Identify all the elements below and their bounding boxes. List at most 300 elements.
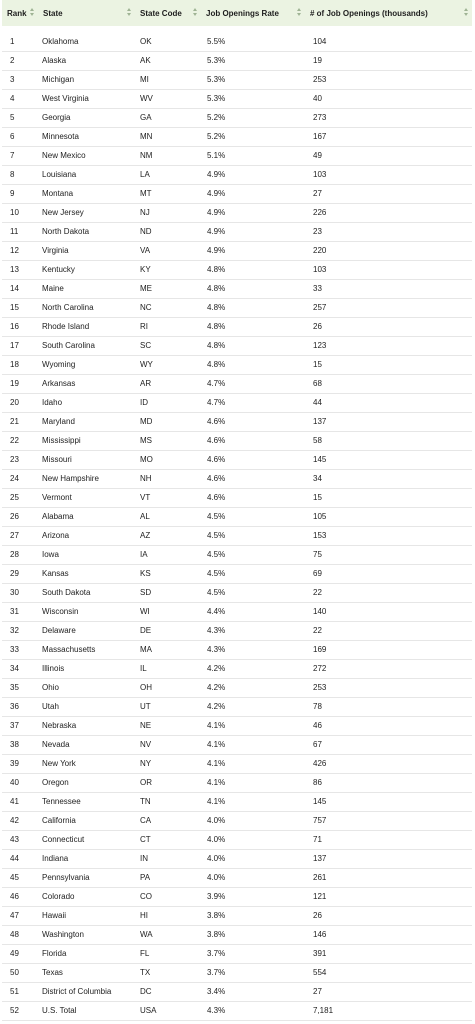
- job-openings-count-cell: 19: [313, 56, 322, 65]
- job-openings-count-cell: 22: [313, 626, 322, 635]
- job-openings-count-cell: 67: [313, 740, 322, 749]
- table-row: [2, 735, 472, 754]
- rank-cell: 17: [10, 341, 19, 350]
- job-openings-rate-cell: 4.5%: [207, 569, 226, 578]
- column-header-label: State Code: [140, 8, 182, 18]
- table-row: [2, 526, 472, 545]
- job-openings-rate-cell: 4.0%: [207, 873, 226, 882]
- state-code-cell: CA: [140, 816, 152, 825]
- rank-cell: 50: [10, 968, 19, 977]
- job-openings-count-cell: 103: [313, 265, 327, 274]
- state-cell: Vermont: [42, 493, 72, 502]
- rank-cell: 39: [10, 759, 19, 768]
- state-code-cell: CT: [140, 835, 151, 844]
- state-cell: Arkansas: [42, 379, 76, 388]
- table-row: [2, 260, 472, 279]
- job-openings-rate-cell: 4.5%: [207, 512, 226, 521]
- table-header: [2, 0, 472, 26]
- rank-cell: 7: [10, 151, 15, 160]
- state-cell: New Jersey: [42, 208, 84, 217]
- state-cell: Delaware: [42, 626, 76, 635]
- state-code-cell: MT: [140, 189, 152, 198]
- rank-cell: 27: [10, 531, 19, 540]
- job-openings-count-cell: 78: [313, 702, 322, 711]
- state-code-cell: WY: [140, 360, 153, 369]
- table-row: [2, 925, 472, 944]
- job-openings-rate-cell: 4.3%: [207, 1006, 226, 1015]
- state-code-cell: MD: [140, 417, 153, 426]
- state-cell: Tennessee: [42, 797, 81, 806]
- state-cell: Oregon: [42, 778, 69, 787]
- state-code-cell: KS: [140, 569, 151, 578]
- state-cell: Ohio: [42, 683, 59, 692]
- job-openings-count-cell: 69: [313, 569, 322, 578]
- state-code-cell: WA: [140, 930, 153, 939]
- state-code-cell: KY: [140, 265, 151, 274]
- job-openings-rate-cell: 4.2%: [207, 702, 226, 711]
- column-header-label: Rank: [7, 8, 27, 18]
- table-row: [2, 51, 472, 70]
- job-openings-count-cell: 86: [313, 778, 322, 787]
- state-code-cell: IA: [140, 550, 148, 559]
- job-openings-rate-cell: 3.7%: [207, 968, 226, 977]
- state-cell: New Hampshire: [42, 474, 99, 483]
- job-openings-count-cell: 7,181: [313, 1006, 334, 1015]
- state-cell: North Dakota: [42, 227, 90, 236]
- state-cell: South Carolina: [42, 341, 95, 350]
- rank-cell: 15: [10, 303, 19, 312]
- state-cell: New Mexico: [42, 151, 86, 160]
- state-code-cell: NY: [140, 759, 152, 768]
- table-row: [2, 659, 472, 678]
- job-openings-rate-cell: 4.8%: [207, 284, 226, 293]
- job-openings-count-cell: 554: [313, 968, 327, 977]
- state-code-cell: MN: [140, 132, 153, 141]
- job-openings-count-cell: 105: [313, 512, 327, 521]
- sort-icon[interactable]: [193, 8, 198, 18]
- table-row: [2, 830, 472, 849]
- job-openings-count-cell: 253: [313, 683, 327, 692]
- state-cell: Alabama: [42, 512, 74, 521]
- column-header-state-code[interactable]: [135, 0, 201, 26]
- table-row: [2, 450, 472, 469]
- job-openings-count-cell: 261: [313, 873, 327, 882]
- job-openings-rate-cell: 5.2%: [207, 113, 226, 122]
- state-cell: Utah: [42, 702, 59, 711]
- rank-cell: 34: [10, 664, 19, 673]
- job-openings-count-cell: 68: [313, 379, 322, 388]
- state-code-cell: MI: [140, 75, 149, 84]
- rank-cell: 9: [10, 189, 15, 198]
- job-openings-count-cell: 58: [313, 436, 322, 445]
- job-openings-count-cell: 169: [313, 645, 327, 654]
- job-openings-count-cell: 153: [313, 531, 327, 540]
- job-openings-count-cell: 167: [313, 132, 327, 141]
- job-openings-count-cell: 137: [313, 854, 327, 863]
- job-openings-count-cell: 34: [313, 474, 322, 483]
- table-row: [2, 1001, 472, 1020]
- state-cell: Virginia: [42, 246, 69, 255]
- job-openings-rate-cell: 5.5%: [207, 36, 226, 46]
- table-row: [2, 697, 472, 716]
- table-row: [2, 431, 472, 450]
- job-openings-rate-cell: 5.2%: [207, 132, 226, 141]
- table-row: [2, 165, 472, 184]
- job-openings-rate-cell: 4.1%: [207, 721, 226, 730]
- state-cell: South Dakota: [42, 588, 91, 597]
- job-openings-count-cell: 220: [313, 246, 327, 255]
- state-cell: Iowa: [42, 550, 59, 559]
- rank-cell: 43: [10, 835, 19, 844]
- job-openings-count-cell: 145: [313, 797, 327, 806]
- rank-cell: 12: [10, 246, 19, 255]
- job-openings-rate-cell: 4.1%: [207, 759, 226, 768]
- job-openings-count-cell: 257: [313, 303, 327, 312]
- state-code-cell: MS: [140, 436, 152, 445]
- job-openings-count-cell: 140: [313, 607, 327, 616]
- job-openings-rate-cell: 4.2%: [207, 683, 226, 692]
- state-code-cell: VA: [140, 246, 151, 255]
- state-code-cell: USA: [140, 1006, 157, 1015]
- rank-cell: 11: [10, 227, 19, 236]
- column-header-state[interactable]: [38, 0, 135, 26]
- table-row: [2, 108, 472, 127]
- state-cell: Kansas: [42, 569, 69, 578]
- job-openings-rate-cell: 4.7%: [207, 398, 226, 407]
- state-cell: Mississippi: [42, 436, 81, 445]
- rank-cell: 19: [10, 379, 19, 388]
- rank-cell: 18: [10, 360, 19, 369]
- job-openings-rate-cell: 4.6%: [207, 474, 226, 483]
- table-row: [2, 89, 472, 108]
- job-openings-rate-cell: 4.3%: [207, 626, 226, 635]
- rank-cell: 8: [10, 170, 15, 179]
- state-cell: Georgia: [42, 113, 71, 122]
- job-openings-rate-cell: 4.5%: [207, 550, 226, 559]
- job-openings-rate-cell: 4.8%: [207, 341, 226, 350]
- job-openings-rate-cell: 4.6%: [207, 493, 226, 502]
- job-openings-count-cell: 27: [313, 987, 322, 996]
- state-code-cell: VT: [140, 493, 151, 502]
- job-openings-rate-cell: 4.7%: [207, 379, 226, 388]
- table-row: [2, 868, 472, 887]
- table-row: [2, 317, 472, 336]
- column-header-job-openings-count[interactable]: [305, 0, 472, 26]
- job-openings-count-cell: 123: [313, 341, 327, 350]
- table-row: [2, 583, 472, 602]
- job-openings-count-cell: 23: [313, 227, 322, 236]
- state-code-cell: NM: [140, 151, 153, 160]
- job-openings-count-cell: 391: [313, 949, 327, 958]
- state-code-cell: RI: [140, 322, 148, 331]
- table-row: [2, 412, 472, 431]
- state-code-cell: NJ: [140, 208, 150, 217]
- state-code-cell: TX: [140, 968, 151, 977]
- job-openings-rate-cell: 4.5%: [207, 531, 226, 540]
- state-cell: District of Columbia: [42, 987, 112, 996]
- rank-cell: 6: [10, 132, 15, 141]
- table-body: [2, 26, 472, 1020]
- state-code-cell: DE: [140, 626, 152, 635]
- rank-cell: 51: [10, 987, 19, 996]
- job-openings-count-cell: 226: [313, 208, 327, 217]
- state-code-cell: PA: [140, 873, 151, 882]
- job-openings-rate-cell: 4.9%: [207, 246, 226, 255]
- job-openings-count-cell: 137: [313, 417, 327, 426]
- state-cell: Wyoming: [42, 360, 76, 369]
- table-row: [2, 393, 472, 412]
- state-cell: Massachusetts: [42, 645, 96, 654]
- state-code-cell: ID: [140, 398, 148, 407]
- state-code-cell: SD: [140, 588, 152, 597]
- table-row: [2, 146, 472, 165]
- job-openings-table: [2, 0, 472, 1021]
- job-openings-count-cell: 26: [313, 322, 322, 331]
- rank-cell: 47: [10, 911, 19, 920]
- job-openings-rate-cell: 3.8%: [207, 930, 226, 939]
- rank-cell: 33: [10, 645, 19, 654]
- state-code-cell: FL: [140, 949, 150, 958]
- column-header-job-openings-rate[interactable]: [201, 0, 305, 26]
- table-row: [2, 811, 472, 830]
- column-header-label: State: [43, 8, 63, 18]
- job-openings-rate-cell: 4.4%: [207, 607, 226, 616]
- rank-cell: 35: [10, 683, 19, 692]
- job-openings-rate-cell: 4.1%: [207, 740, 226, 749]
- state-cell: Connecticut: [42, 835, 85, 844]
- state-cell: Oklahoma: [42, 36, 79, 46]
- rank-cell: 30: [10, 588, 19, 597]
- rank-cell: 22: [10, 436, 19, 445]
- rank-cell: 41: [10, 797, 19, 806]
- rank-cell: 23: [10, 455, 19, 464]
- job-openings-count-cell: 71: [313, 835, 322, 844]
- rank-cell: 37: [10, 721, 19, 730]
- state-code-cell: MO: [140, 455, 153, 464]
- job-openings-rate-cell: 3.7%: [207, 949, 226, 958]
- state-code-cell: DC: [140, 987, 152, 996]
- rank-cell: 31: [10, 607, 19, 616]
- rank-cell: 14: [10, 284, 19, 293]
- job-openings-rate-cell: 5.3%: [207, 75, 226, 84]
- state-cell: Wisconsin: [42, 607, 79, 616]
- table-row: [2, 716, 472, 735]
- job-openings-rate-cell: 4.8%: [207, 303, 226, 312]
- job-openings-count-cell: 75: [313, 550, 322, 559]
- table-row: [2, 621, 472, 640]
- table-row: [2, 336, 472, 355]
- rank-cell: 45: [10, 873, 19, 882]
- table-row: [2, 203, 472, 222]
- state-code-cell: AL: [140, 512, 150, 521]
- rank-cell: 21: [10, 417, 19, 426]
- table-row: [2, 944, 472, 963]
- job-openings-count-cell: 15: [313, 360, 322, 369]
- state-code-cell: CO: [140, 892, 152, 901]
- rank-cell: 2: [10, 56, 15, 65]
- table-row: [2, 754, 472, 773]
- state-code-cell: GA: [140, 113, 152, 122]
- table-row: [2, 469, 472, 488]
- state-code-cell: IL: [140, 664, 147, 673]
- state-cell: Washington: [42, 930, 84, 939]
- state-cell: Texas: [42, 968, 63, 977]
- rank-cell: 40: [10, 778, 19, 787]
- state-cell: Arizona: [42, 531, 70, 540]
- rank-cell: 13: [10, 265, 19, 274]
- state-code-cell: NV: [140, 740, 152, 749]
- job-openings-rate-cell: 4.2%: [207, 664, 226, 673]
- header-row: [2, 0, 472, 26]
- table-row: [2, 849, 472, 868]
- state-cell: Alaska: [42, 56, 67, 65]
- rank-cell: 44: [10, 854, 19, 863]
- job-openings-rate-cell: 4.9%: [207, 208, 226, 217]
- job-openings-rate-cell: 4.0%: [207, 816, 226, 825]
- state-code-cell: AR: [140, 379, 152, 388]
- table-row: [2, 678, 472, 697]
- state-cell: Florida: [42, 949, 67, 958]
- state-code-cell: TN: [140, 797, 151, 806]
- job-openings-rate-cell: 4.0%: [207, 854, 226, 863]
- job-openings-rate-cell: 4.6%: [207, 417, 226, 426]
- sort-icon[interactable]: [464, 8, 469, 18]
- state-code-cell: OH: [140, 683, 152, 692]
- column-header-label: # of Job Openings (thousands): [310, 8, 428, 18]
- state-code-cell: AZ: [140, 531, 151, 540]
- state-cell: Kentucky: [42, 265, 75, 274]
- table-row: [2, 545, 472, 564]
- sort-icon[interactable]: [297, 8, 302, 18]
- job-openings-count-cell: 27: [313, 189, 322, 198]
- state-code-cell: AK: [140, 56, 151, 65]
- column-header-rank[interactable]: [2, 0, 38, 26]
- rank-cell: 29: [10, 569, 19, 578]
- state-cell: Indiana: [42, 854, 69, 863]
- rank-cell: 46: [10, 892, 19, 901]
- job-openings-count-cell: 44: [313, 398, 322, 407]
- table-row: [2, 241, 472, 260]
- state-code-cell: NC: [140, 303, 152, 312]
- state-code-cell: ND: [140, 227, 152, 236]
- table-row: [2, 374, 472, 393]
- table-row: [2, 127, 472, 146]
- state-cell: U.S. Total: [42, 1006, 77, 1015]
- table-row: [2, 298, 472, 317]
- table-row: [2, 602, 472, 621]
- state-code-cell: NE: [140, 721, 152, 730]
- rank-cell: 5: [10, 113, 15, 122]
- state-code-cell: WV: [140, 94, 153, 103]
- rank-cell: 49: [10, 949, 19, 958]
- state-code-cell: OK: [140, 36, 152, 46]
- column-header-label: Job Openings Rate: [206, 8, 279, 18]
- rank-cell: 26: [10, 512, 19, 521]
- table-row: [2, 184, 472, 203]
- state-code-cell: UT: [140, 702, 151, 711]
- rank-cell: 42: [10, 816, 19, 825]
- rank-cell: 28: [10, 550, 19, 559]
- job-openings-rate-cell: 4.6%: [207, 436, 226, 445]
- table-row: [2, 488, 472, 507]
- state-code-cell: ME: [140, 284, 152, 293]
- rank-cell: 20: [10, 398, 19, 407]
- job-openings-rate-cell: 5.3%: [207, 94, 226, 103]
- state-cell: Pennsylvania: [42, 873, 90, 882]
- job-openings-rate-cell: 5.3%: [207, 56, 226, 65]
- job-openings-count-cell: 253: [313, 75, 327, 84]
- state-cell: Michigan: [42, 75, 75, 84]
- job-openings-count-cell: 146: [313, 930, 327, 939]
- table-row: [2, 279, 472, 298]
- state-code-cell: LA: [140, 170, 150, 179]
- job-openings-rate-cell: 4.8%: [207, 322, 226, 331]
- job-openings-count-cell: 26: [313, 911, 322, 920]
- state-code-cell: SC: [140, 341, 152, 350]
- job-openings-rate-cell: 4.9%: [207, 170, 226, 179]
- table-row: [2, 906, 472, 925]
- job-openings-count-cell: 121: [313, 892, 327, 901]
- job-openings-count-cell: 40: [313, 94, 322, 103]
- rank-cell: 24: [10, 474, 19, 483]
- state-code-cell: WI: [140, 607, 150, 616]
- table-row: [2, 355, 472, 374]
- state-cell: Colorado: [42, 892, 75, 901]
- table-row: [2, 963, 472, 982]
- job-openings-rate-cell: 4.3%: [207, 645, 226, 654]
- state-cell: New York: [42, 759, 76, 768]
- state-cell: Missouri: [42, 455, 72, 464]
- job-openings-count-cell: 103: [313, 170, 327, 179]
- table-row: [2, 887, 472, 906]
- job-openings-rate-cell: 5.1%: [207, 151, 226, 160]
- job-openings-rate-cell: 4.8%: [207, 360, 226, 369]
- state-cell: Idaho: [42, 398, 63, 407]
- state-cell: Hawaii: [42, 911, 67, 920]
- job-openings-count-cell: 104: [313, 36, 327, 46]
- job-openings-count-cell: 273: [313, 113, 327, 122]
- table-row: [2, 982, 472, 1001]
- state-code-cell: MA: [140, 645, 152, 654]
- rank-cell: 52: [10, 1006, 19, 1015]
- job-openings-rate-cell: 4.5%: [207, 588, 226, 597]
- job-openings-count-cell: 272: [313, 664, 327, 673]
- state-cell: North Carolina: [42, 303, 94, 312]
- state-cell: Montana: [42, 189, 74, 198]
- rank-cell: 36: [10, 702, 19, 711]
- rank-cell: 32: [10, 626, 19, 635]
- state-cell: Nebraska: [42, 721, 77, 730]
- table-row: [2, 70, 472, 89]
- sort-icon[interactable]: [127, 8, 132, 18]
- job-openings-count-cell: 757: [313, 816, 327, 825]
- job-openings-count-cell: 15: [313, 493, 322, 502]
- job-openings-count-cell: 49: [313, 151, 322, 160]
- job-openings-count-cell: 33: [313, 284, 322, 293]
- table-row: [2, 792, 472, 811]
- state-cell: Maryland: [42, 417, 75, 426]
- table-row: [2, 640, 472, 659]
- rank-cell: 10: [10, 208, 19, 217]
- state-code-cell: OR: [140, 778, 152, 787]
- table-row: [2, 222, 472, 241]
- job-openings-rate-cell: 4.8%: [207, 265, 226, 274]
- job-openings-rate-cell: 3.9%: [207, 892, 226, 901]
- table-row: [2, 507, 472, 526]
- job-openings-rate-cell: 4.6%: [207, 455, 226, 464]
- state-cell: Nevada: [42, 740, 70, 749]
- sort-icon[interactable]: [30, 8, 35, 18]
